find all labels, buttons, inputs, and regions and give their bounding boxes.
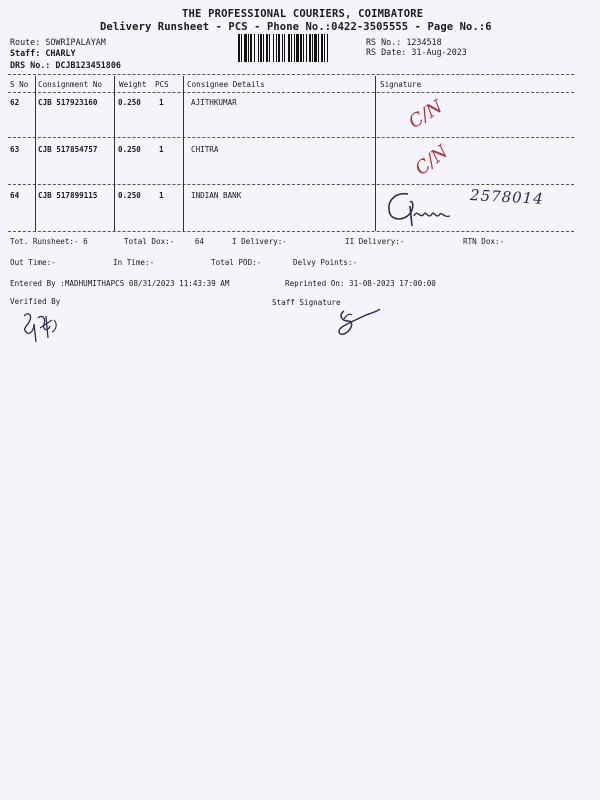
rs-no-label: RS No.: (366, 37, 402, 47)
row64-signature (380, 186, 480, 232)
cell-consignment: CJB 517899115 (38, 191, 98, 200)
verified-signature (14, 308, 64, 348)
i-delivery: I Delivery:- (232, 237, 287, 246)
staff-signature (332, 305, 384, 341)
col-divider-3 (183, 76, 184, 231)
out-time: Out Time:- (10, 258, 56, 267)
total-pod: Total POD:- (211, 258, 262, 267)
cell-weight: 0.250 (118, 145, 141, 154)
cell-sno: 62 (10, 98, 20, 107)
rs-no-value: 1234518 (406, 37, 442, 47)
company-title: THE PROFESSIONAL COURIERS, COIMBATORE (182, 8, 424, 20)
col-header-sno: S No (10, 80, 29, 89)
runsheet-subtitle: Delivery Runsheet - PCS - Phone No.:0422-3505555 - Page No.:6 (100, 21, 492, 33)
total-dox (124, 237, 204, 246)
cell-consignee: INDIAN BANK (191, 191, 242, 200)
ii-delivery: II Delivery:- (345, 237, 405, 246)
delvy-points: Delvy Points:- (293, 258, 358, 267)
drs-row (10, 60, 121, 70)
verified-by-label: Verified By (10, 297, 61, 306)
cell-weight: 0.250 (118, 191, 141, 200)
entered-by: Entered By :MADHUMITHAPCS 08/31/2023 11:43:39 AM (10, 279, 230, 288)
cell-consignee: CHITRA (191, 145, 219, 154)
route-label: Route: (10, 37, 41, 47)
col-header-pcs: PCS (155, 80, 169, 89)
cell-consignment: CJB 517854757 (38, 145, 98, 154)
route-row (10, 37, 106, 47)
col-header-signature: Signature (380, 80, 422, 89)
drs-value: DCJB123451806 (55, 60, 121, 70)
rs-date-row (366, 47, 467, 57)
tot-runsheet: Tot. Runsheet:- 6 (10, 237, 88, 246)
barcode (238, 34, 358, 62)
rs-date-label: RS Date: (366, 47, 407, 57)
staff-row (10, 48, 76, 58)
handwritten-cn-62: C/N (405, 96, 447, 133)
rtn-dox: RTN Dox:- (463, 237, 505, 246)
col-header-weight: Weight (119, 80, 147, 89)
col-header-consignment: Consignment No (38, 80, 103, 89)
route-value: SOWRIPALAYAM (45, 37, 106, 47)
col-header-consignee: Consignee Details (187, 80, 265, 89)
cell-sno: 64 (10, 191, 20, 200)
handwritten-number-64: 2578014 (469, 186, 545, 208)
cell-sno: 63 (10, 145, 20, 154)
rs-date-value: 31-Aug-2023 (411, 47, 467, 57)
staff-label: Staff: (10, 48, 41, 58)
cell-weight: 0.250 (118, 98, 141, 107)
total-dox-value: 64 (194, 237, 205, 246)
cell-consignee: AJITHKUMAR (191, 98, 237, 107)
staff-value: CHARLY (45, 48, 76, 58)
drs-label: DRS No.: (10, 60, 51, 70)
table-top-rule (8, 74, 574, 75)
cell-consignment: CJB 517923160 (38, 98, 98, 107)
reprinted-on: Reprinted On: 31-08-2023 17:00:00 (285, 279, 436, 288)
col-divider-1 (35, 76, 36, 231)
rs-no-row (366, 37, 442, 47)
table-header-rule (8, 92, 574, 93)
col-divider-4 (375, 76, 376, 231)
staff-signature-label: Staff Signature (272, 298, 341, 307)
cell-pcs: 1 (159, 191, 164, 200)
in-time: In Time:- (113, 258, 155, 267)
total-dox-label: Total Dox:- (124, 237, 175, 246)
row-rule-62 (8, 137, 574, 138)
handwritten-cn-63: C/N (411, 141, 453, 180)
row-rule-63 (8, 184, 574, 185)
cell-pcs: 1 (159, 98, 164, 107)
cell-pcs: 1 (159, 145, 164, 154)
table-bottom-rule (8, 231, 574, 232)
col-divider-2 (114, 76, 115, 231)
